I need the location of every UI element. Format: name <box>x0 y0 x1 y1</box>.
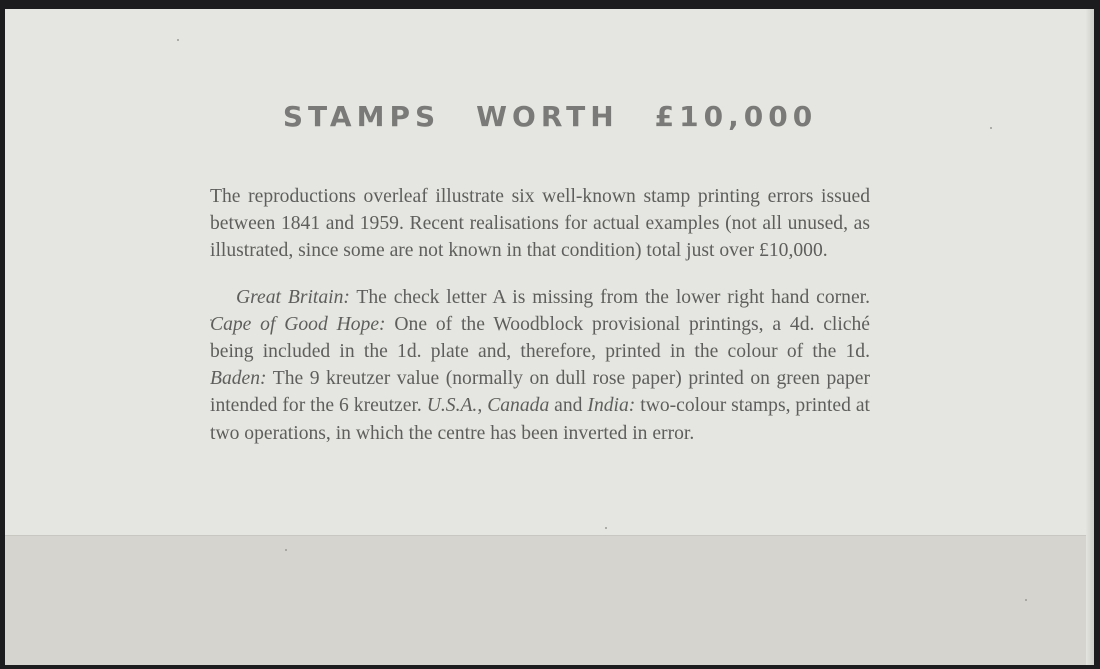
country-label-great-britain: Great Britain: <box>236 286 350 308</box>
title-word: STAMPS <box>282 100 441 133</box>
country-label-india: India: <box>587 395 636 417</box>
paper-speck <box>285 549 287 551</box>
description-inverted-centres: two-colour stamps, printed at two operations, in which the centre has been inverted in error. <box>210 395 870 444</box>
country-label-usa: U.S.A. <box>426 395 478 417</box>
paper-speck <box>990 127 992 129</box>
description-great-britain: The check letter A is missing from the lower right hand corner. <box>349 286 870 308</box>
country-label-canada: Canada <box>487 395 550 417</box>
description-cape: One of the Woodblock provisional printings, a 4d. cliché being included in the 1d. plate and, therefore, printed in the colour of the 1d. <box>210 313 870 363</box>
errors-paragraph <box>210 284 870 447</box>
card-right-edge <box>1086 9 1094 665</box>
description-baden: The 9 kreutzer value (normally on dull rose paper) printed on green paper intended for the 6 kreutzer. <box>210 368 870 417</box>
title-word: WORTH <box>476 100 619 133</box>
paper-speck <box>177 39 179 41</box>
card-bottom-strip <box>5 536 1094 665</box>
page-title <box>250 100 850 133</box>
country-label-cape: Cape of Good Hope: <box>210 313 386 335</box>
country-label-baden: Baden: <box>210 368 267 390</box>
conjunction-and: and <box>549 395 588 417</box>
title-amount: £10,000 <box>654 100 818 133</box>
paper-speck <box>605 527 607 529</box>
paper-speck <box>1025 599 1027 601</box>
body-text <box>210 183 870 447</box>
fold-line <box>5 535 1094 536</box>
separator-comma: , <box>477 395 488 417</box>
intro-paragraph: The reproductions overleaf illustrate six well-known stamp printing errors issued between 1841 and 1959. Recent realisations for actual examples (not all unused, as illustrated, since some are not known in that condition) total just over £10,000. <box>210 186 870 262</box>
